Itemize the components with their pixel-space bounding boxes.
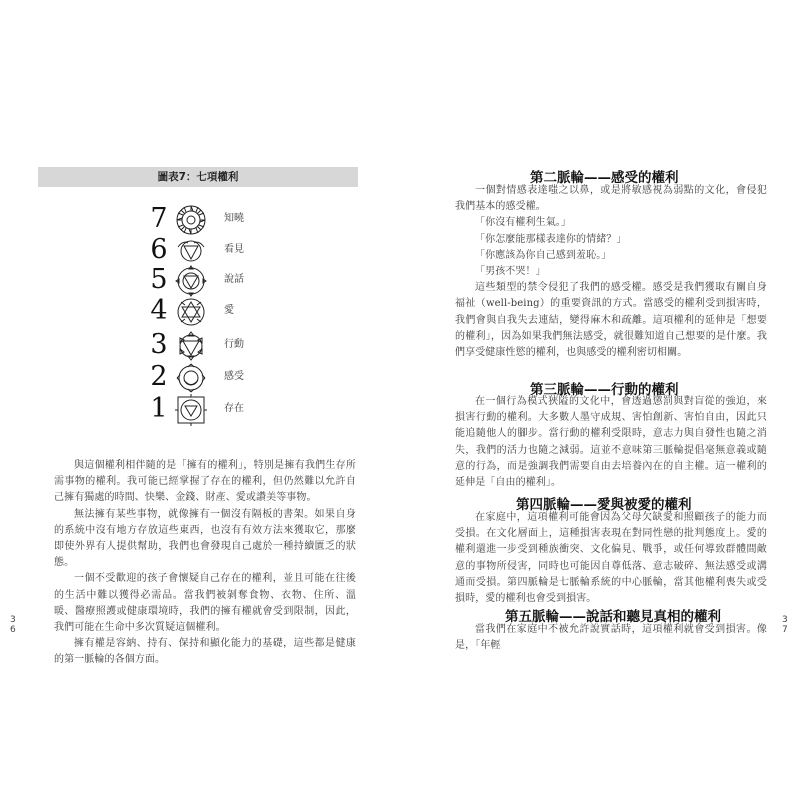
paragraph: 「男孩不哭！」 bbox=[475, 266, 546, 278]
heart-hexagram-icon bbox=[175, 296, 207, 328]
chakra-label: 行動 bbox=[224, 339, 244, 350]
crown-lotus-icon bbox=[175, 204, 207, 236]
section-body bbox=[455, 394, 767, 491]
section-body bbox=[455, 510, 767, 607]
chakra-number: 2 bbox=[150, 361, 168, 392]
throat-triangle-icon bbox=[175, 265, 207, 297]
paragraph: 當我們在家庭中不被允許說實話時，這項權利就會受到損害。像是，「年輕 bbox=[455, 624, 767, 652]
chakra-row-3 bbox=[150, 330, 310, 360]
paragraph: 在家庭中，這項權利可能會因為父母欠缺愛和照顧孩子的能力而受損。在文化層面上，這種損害表現在對同性戀的批判態度上。愛的權利還進一步受到種族衝突、文化偏見、戰爭，或任何導致群體間敵意的事物所侵害，同時也可能因自尊低落、意志破碎、無法感受或溝通而受損。第四脈輪是七脈輪系統的中心脈輪，當其他權利喪失或受損時，愛的權利也會受到損害。 bbox=[455, 512, 767, 605]
paragraph: 「你應該為你自己感到羞恥。」 bbox=[475, 249, 612, 261]
chakra-label: 愛 bbox=[224, 305, 234, 316]
chakra-row-6 bbox=[150, 235, 310, 265]
chakra-label: 看見 bbox=[224, 244, 244, 255]
paragraph: 一個不受歡迎的孩子會懷疑自己存在的權利，並且可能在往後的生活中難以獲得必需品。當我們被剝奪食物、衣物、住所、溫暖、醫療照護或健康環境時，我們的擁有權就會受到限制，因此，我們可能在生命中多次質疑這個權利。 bbox=[54, 573, 356, 634]
chakra-number: 1 bbox=[150, 393, 168, 424]
chakra-number: 4 bbox=[150, 295, 168, 326]
chakra-label: 知曉 bbox=[224, 213, 244, 224]
chakra-row-5 bbox=[150, 265, 310, 295]
paragraph: 擁有權是容納、持有、保持和顯化能力的基礎，這些都是健康的第一脈輪的各個方面。 bbox=[54, 638, 356, 666]
sacral-crescent-icon bbox=[175, 362, 207, 394]
paragraph: 「你沒有權利生氣。」 bbox=[475, 217, 571, 229]
chakra-label: 說話 bbox=[224, 274, 244, 285]
left-body-text bbox=[54, 458, 356, 669]
paragraph: 「你怎麼能那樣表達你的情緒？」 bbox=[475, 233, 627, 245]
chakra-number: 5 bbox=[150, 264, 168, 295]
root-square-triangle-icon bbox=[175, 394, 207, 426]
paragraph: 無法擁有某些事物，就像擁有一個沒有隔板的書架。如果自身的系統中沒有地方存放這些東西，也沒有有效方法來獲取它，那麼即使外界有人提供幫助，我們也會發現自己處於一種持續匱乏的狀態。 bbox=[54, 508, 356, 569]
chakra-row-7 bbox=[150, 204, 310, 234]
paragraph: 這些類型的禁令侵犯了我們的感受權。感受是我們獲取有關自身福祉（well-being）的重要資訊的方式。當感受的權利受到損害時，我們會與自我失去連結，變得麻木和疏離。這項權利的延伸是「想要的權利」，因為如果我們無法感受，就很難知道自己想要的是什麼。我們享受健康性慾的權利，也與感受的權利密切相關。 bbox=[455, 282, 767, 359]
chakra-number: 3 bbox=[150, 329, 168, 360]
paragraph: 與這個權利相伴隨的是「擁有的權利」，特別是擁有我們生存所需事物的權利。我可能已經掌握了存在的權利，但仍然難以允許自己擁有獨處的時間、快樂、金錢、財產、愛或讚美等事物。 bbox=[54, 460, 356, 504]
chakra-label: 感受 bbox=[224, 371, 244, 382]
chakra-row-1 bbox=[150, 394, 310, 424]
page-number-digit: 3 bbox=[782, 615, 788, 625]
section-body bbox=[455, 183, 767, 361]
chakra-number: 6 bbox=[150, 234, 168, 265]
page-number-left bbox=[10, 615, 16, 635]
page-number-digit: 7 bbox=[782, 625, 788, 635]
paragraph: 在一個行為模式狹隘的文化中，會透過懲罰與對盲從的強迫，來損害行動的權利。大多數人墨守成規、害怕創新、害怕自由，因此只能追隨他人的腳步。當行動的權利受限時，意志力與自發性也隨之消失，我們的活力也隨之減弱。這並不意味第三脈輪提倡毫無意義或隨意的行為，而是強調我們需要自由去培養內在的自主權。這一權利的延伸是「自由的權利」。 bbox=[455, 396, 767, 489]
chakra-row-2 bbox=[150, 362, 310, 392]
chakra-number: 7 bbox=[150, 203, 168, 234]
third-eye-triangle-icon bbox=[175, 235, 207, 267]
section-body bbox=[455, 622, 767, 654]
section-title: 第三脈輪——行動的權利 bbox=[530, 382, 679, 398]
paragraph: 一個對情感表達嗤之以鼻，或是將敏感視為弱點的文化，會侵犯我們基本的感受權。 bbox=[455, 185, 767, 213]
section-title: 第四脈輪——愛與被愛的權利 bbox=[516, 497, 692, 513]
section-title: 第五脈輪——說話和聽見真相的權利 bbox=[505, 609, 721, 625]
chakra-label: 存在 bbox=[224, 403, 244, 414]
page-number-digit: 6 bbox=[10, 625, 16, 635]
chakra-row-4 bbox=[150, 296, 310, 326]
page-number-right bbox=[782, 615, 788, 635]
figure-title: 圖表7：七項權利 bbox=[38, 167, 358, 187]
section-title: 第二脈輪——感受的權利 bbox=[530, 170, 679, 186]
page-number-digit: 3 bbox=[10, 615, 16, 625]
solar-plexus-triangle-icon bbox=[175, 330, 207, 362]
